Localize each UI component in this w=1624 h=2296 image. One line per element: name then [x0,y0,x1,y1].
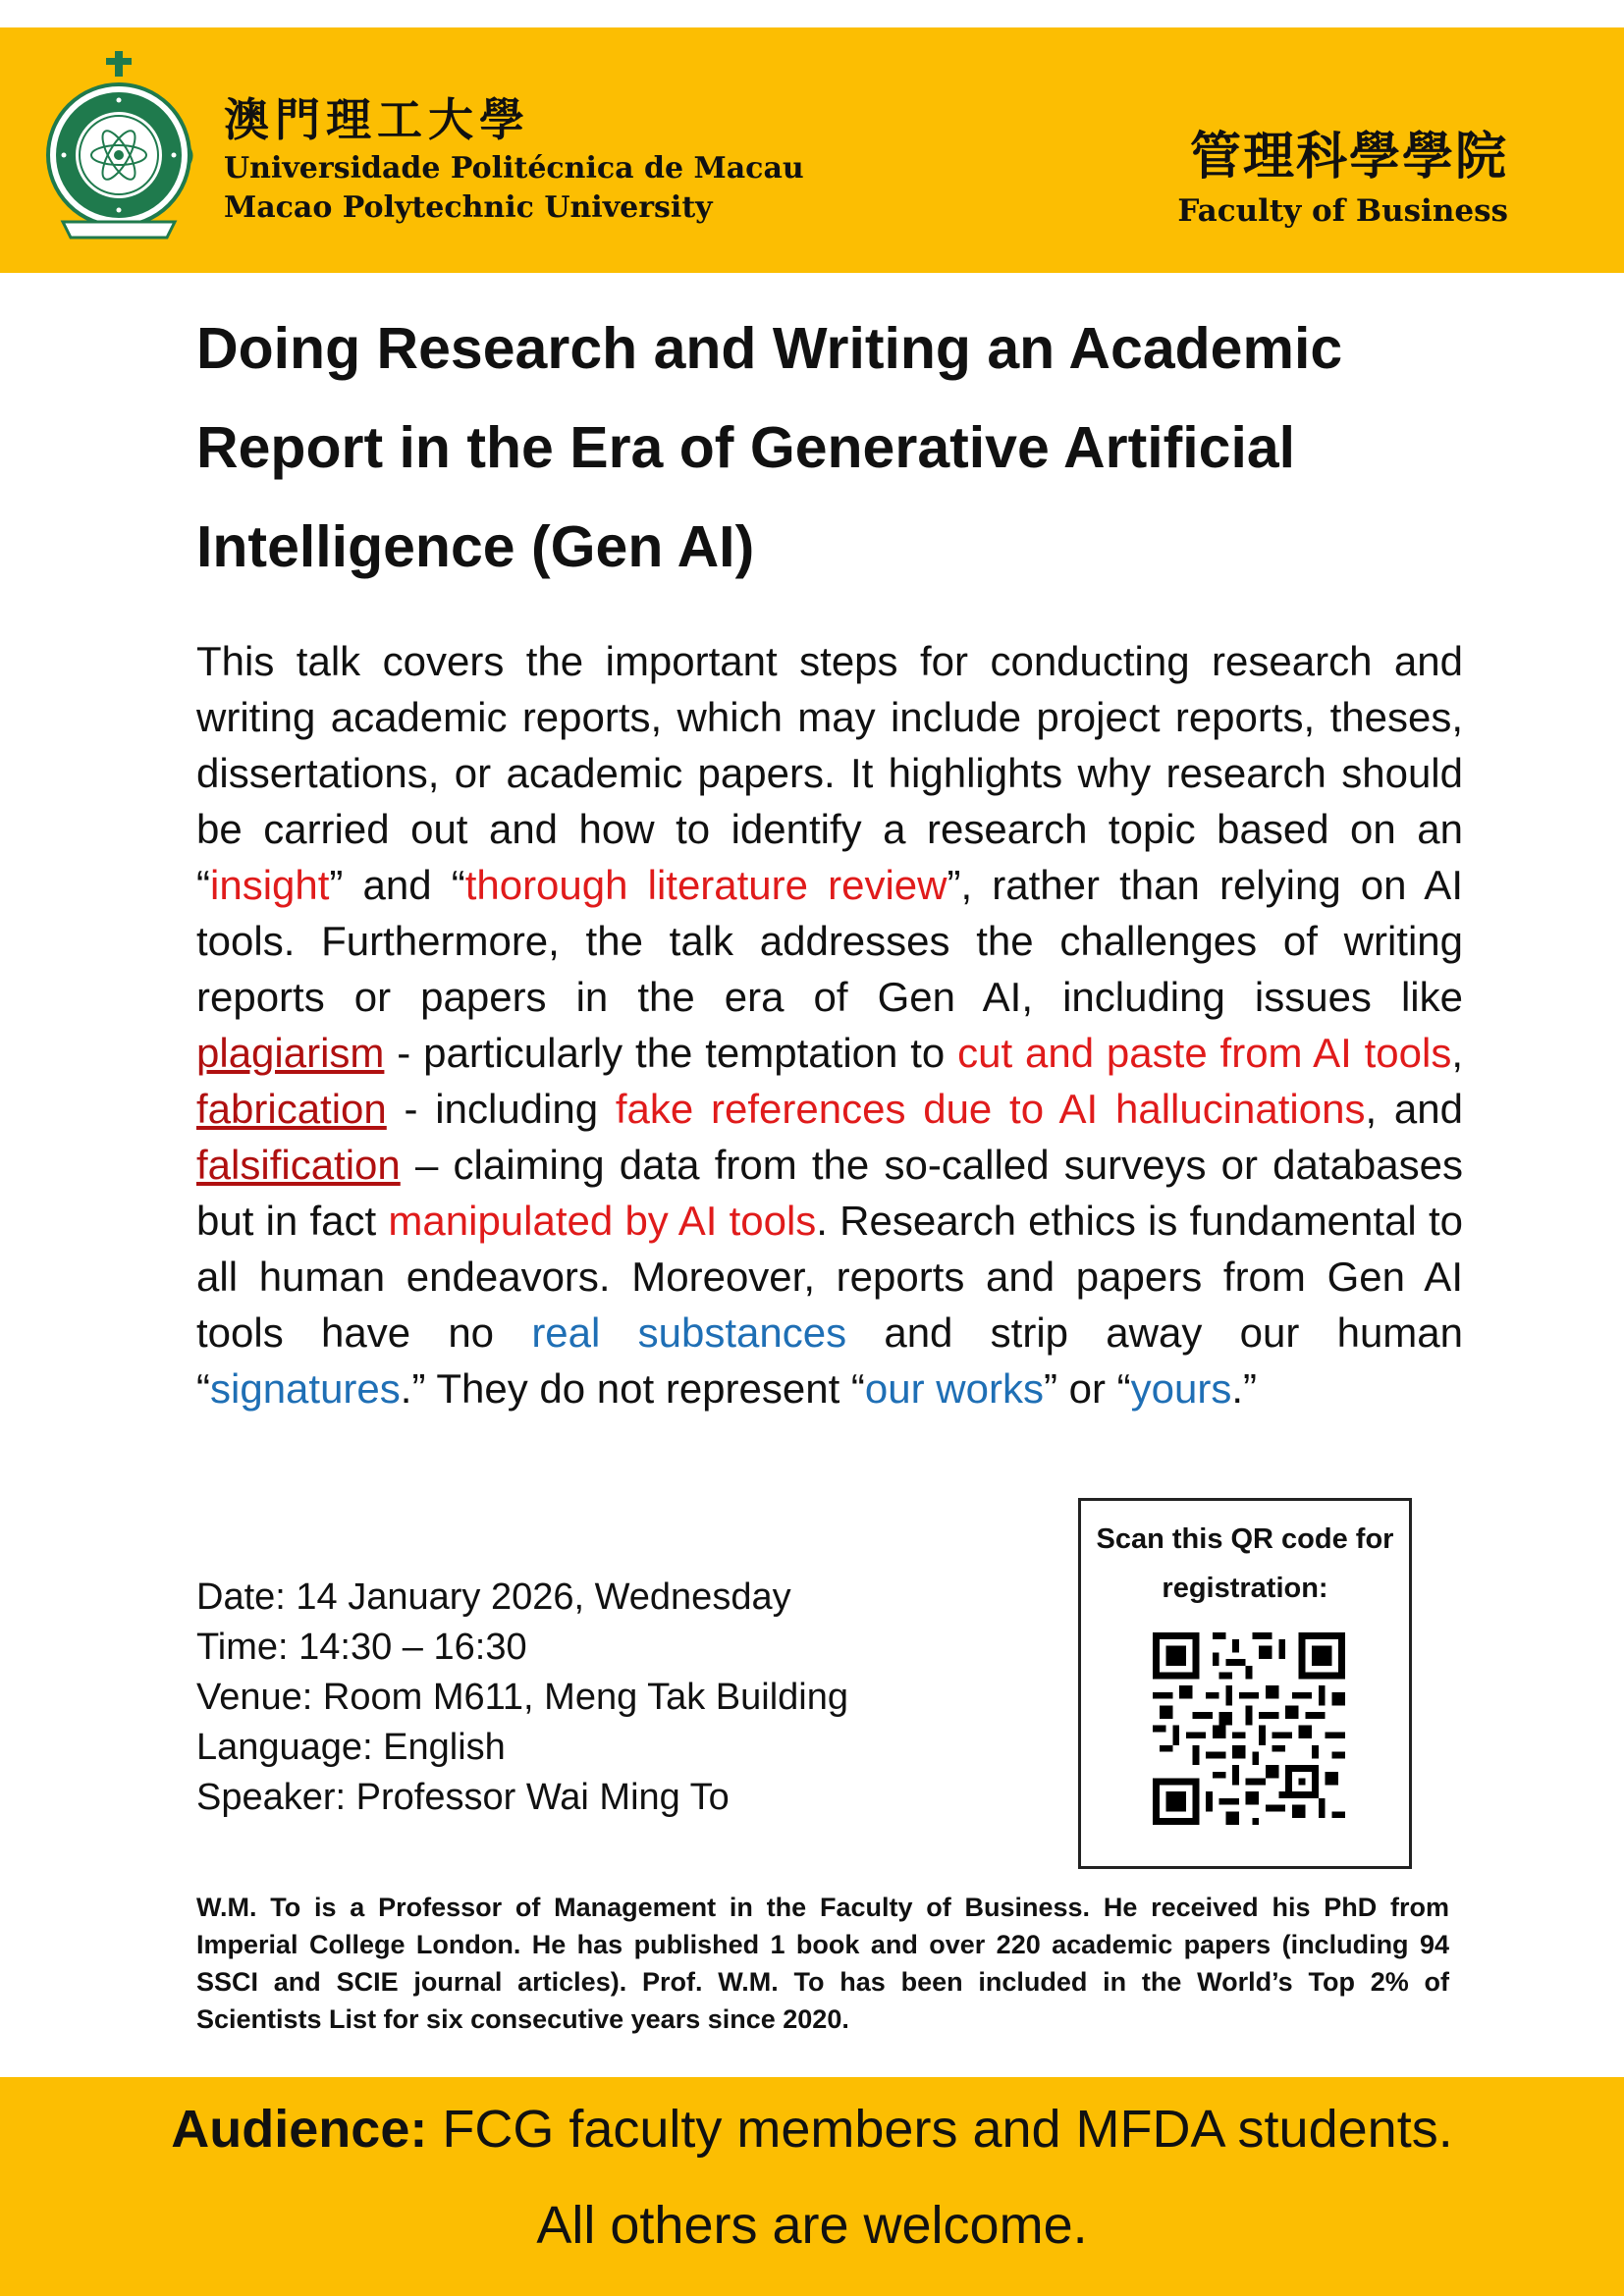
abstract-highlight: insight [210,862,330,908]
event-date: Date: 14 January 2026, Wednesday [196,1576,791,1618]
abstract-blue-highlight: signatures [210,1365,401,1412]
qr-registration-box[interactable] [1078,1498,1412,1869]
speaker-bio: W.M. To is a Professor of Management in the Faculty of Business. He received his PhD from Imperial College London. He has published 1 book and over 220 academic papers (including 94 SSCI and SCIE journal articles). Prof. W.M. To has been included in the World’s Top 2% of Scientists List for six consecutive years since 2020. [196,1893,1449,2034]
event-time: Time: 14:30 – 16:30 [196,1627,527,1668]
abstract-text: .” They do not represent “ [400,1365,865,1412]
university-name-pt: Universidade Politécnica de Macau [224,151,804,186]
abstract-blue-highlight: real substances [531,1309,847,1356]
qr-caption [1081,1515,1409,1613]
abstract-text: and strip away our human “ [196,1309,1463,1412]
abstract-text: This talk covers the important steps for conducting research and writing academic reports, which may include project reports, theses, dissertations, or academic papers. It highlights why research should be carried out and how to identify a research topic based on an “ [196,638,1463,908]
talk-title-line-1: Doing Research and Writing an Academic [196,316,1343,381]
talk-title-line-3: Intelligence (Gen AI) [196,514,755,579]
abstract-underlined-term: falsification [196,1142,401,1188]
abstract-text: ” or “ [1043,1365,1131,1412]
abstract-text: , [1451,1030,1463,1076]
faculty-name-zh: 管理科學學院 [1189,127,1508,187]
university-name-block [224,90,804,228]
faculty-name-block [1177,124,1508,232]
abstract-highlight: fake references due to AI hallucinations [615,1086,1366,1132]
abstract-text: ”, rather than relying on AI tools. Furthermore, the talk addresses the challenges of writing reports or papers in the era of Gen AI, including issues like [196,862,1463,1020]
abstract-highlight: cut and paste from AI tools [957,1030,1452,1076]
faculty-name-en: Faculty of Business [1177,193,1508,229]
abstract-underlined-term: plagiarism [196,1030,385,1076]
abstract-text: - particularly the temptation to [384,1030,958,1076]
header-band [0,27,1624,273]
university-name-zh: 澳門理工大學 [224,93,530,146]
university-name-en: Macao Polytechnic University [224,190,713,225]
abstract-text: .” [1231,1365,1257,1412]
qr-code-icon[interactable] [1153,1632,1345,1825]
abstract-text: , and [1365,1086,1463,1132]
audience-label: Audience: [171,2100,428,2159]
abstract-text: . Research ethics is fundamental to all human endeavors. Moreover, reports and papers from Gen AI tools have no [196,1198,1463,1356]
university-seal-icon [41,49,196,245]
abstract-highlight: thorough literature review [464,862,947,908]
talk-title-line-2: Report in the Era of Generative Artificial [196,415,1296,480]
abstract-text: - including [386,1086,616,1132]
abstract-blue-highlight: our works [864,1365,1044,1412]
talk-abstract [196,633,1463,1416]
event-venue: Venue: Room M611, Meng Tak Building [196,1677,848,1718]
abstract-text: ” and “ [329,862,465,908]
audience-text: FCG faculty members and MFDA students. [427,2100,1453,2159]
audience-line [0,2081,1624,2177]
event-speaker: Speaker: Professor Wai Ming To [196,1777,730,1818]
qr-caption-line-2: registration: [1162,1573,1328,1604]
talk-title [196,299,1522,597]
qr-caption-line-1: Scan this QR code for [1096,1523,1394,1555]
event-language: Language: English [196,1727,506,1768]
abstract-text: – claiming data from the so-called surveys or databases but in fact [196,1142,1463,1244]
footer-band [0,2077,1624,2296]
abstract-underlined-term: fabrication [196,1086,387,1132]
abstract-blue-highlight: yours [1130,1365,1232,1412]
welcome-line: All others are welcome. [536,2196,1088,2255]
event-details [196,1573,848,1823]
abstract-highlight: manipulated by AI tools [388,1198,817,1244]
